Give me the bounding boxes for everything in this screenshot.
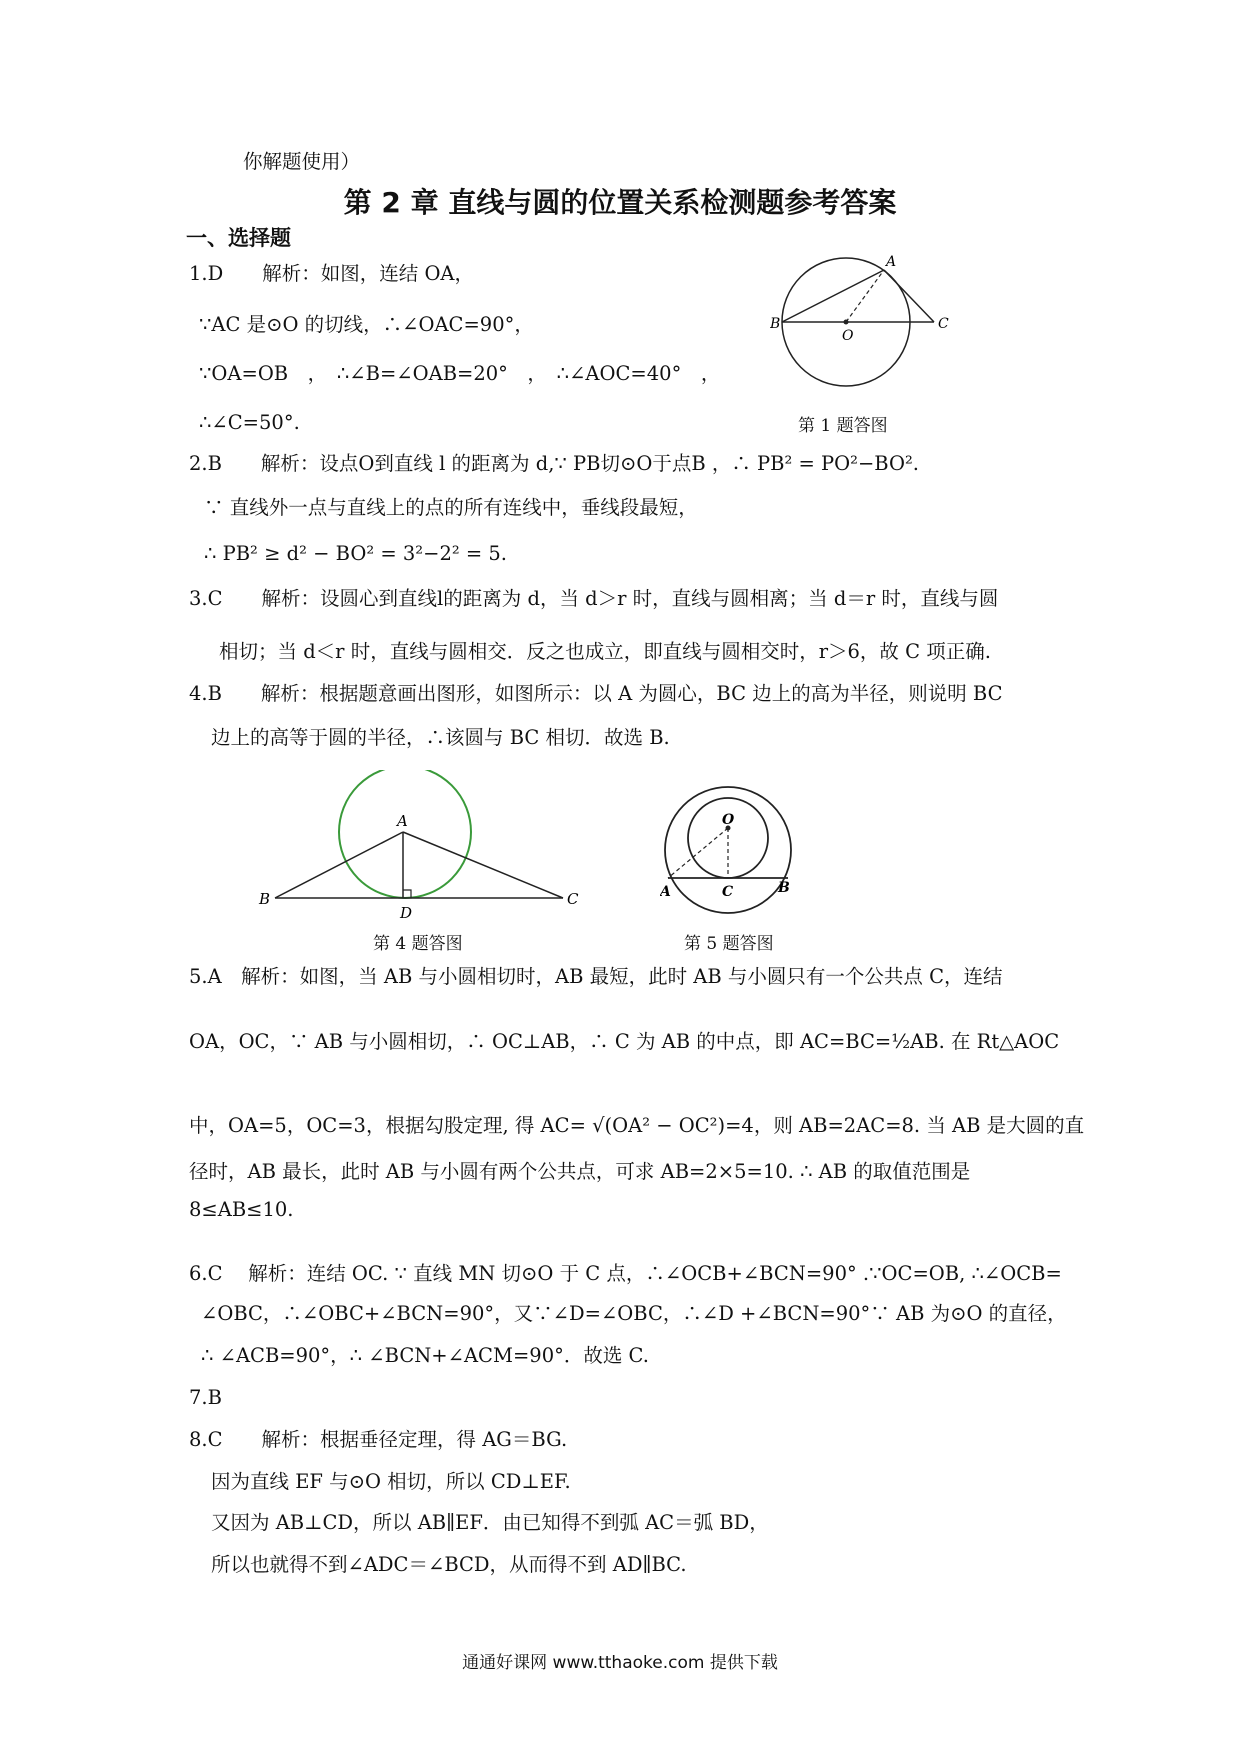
fig1-label-a: A — [886, 254, 897, 270]
caption-q1: 第 1 题答图 — [798, 416, 888, 436]
q3-line-1: 3.C 解析：设圆心到直线l的距离为 d，当 d＞r 时，直线与圆相离；当 d＝r 时，直线与圆 — [189, 587, 999, 610]
q6-line-1: 6.C 解析：连结 OC. ∵ 直线 MN 切⊙O 于 C 点，∴∠OCB+∠BCN=90° .∵OC=OB, ∴∠OCB= — [189, 1262, 1062, 1285]
fig4-label-d: D — [400, 904, 413, 920]
q8-line-4: 所以也就得不到∠ADC＝∠BCD，从而得不到 AD∥BC. — [211, 1553, 687, 1576]
section-heading: 一、选择题 — [186, 226, 291, 250]
q4-line-1: 4.B 解析：根据题意画出图形，如图所示：以 A 为圆心，BC 边上的高为半径，则说明 BC — [189, 682, 1003, 705]
fig5-label-b: B — [778, 880, 790, 896]
q6-line-3: ∴ ∠ACB=90°，∴ ∠BCN+∠ACM=90°．故选 C. — [201, 1344, 649, 1367]
q5-line-3: 中，OA=5，OC=3，根据勾股定理, 得 AC= √(OA² − OC²)=4，则 AB=2AC=8. 当 AB 是大圆的直 — [189, 1114, 1085, 1137]
caption-q4: 第 4 题答图 — [373, 934, 463, 954]
fig5-label-c: C — [722, 884, 734, 900]
footer-credit: 通通好课网 www.tthaoke.com 提供下载 — [462, 1653, 778, 1673]
figure-q1 — [770, 250, 970, 420]
q1-line-2: ∵AC 是⊙O 的切线，∴∠OAC=90°， — [199, 313, 534, 336]
fig1-label-o: O — [842, 328, 854, 344]
fig4-label-c: C — [567, 890, 579, 908]
q2-line-3: ∴ PB² ≥ d² − BO² = 3²−2² = 5. — [204, 542, 508, 565]
q8-line-2: 因为直线 EF 与⊙O 相切，所以 CD⊥EF. — [211, 1470, 571, 1493]
caption-q5: 第 5 题答图 — [684, 934, 774, 954]
q6-line-2: ∠OBC，∴∠OBC+∠BCN=90°，又∵∠D=∠OBC，∴∠D +∠BCN=90°∵ AB 为⊙O 的直径， — [201, 1302, 1067, 1325]
q1-line-4: ∴∠C=50°. — [199, 411, 300, 434]
figure-q5 — [660, 770, 800, 920]
fig1-label-c: C — [938, 316, 949, 332]
figure-q4 — [255, 770, 595, 920]
q3-line-2: 相切；当 d＜r 时，直线与圆相交．反之也成立，即直线与圆相交时，r＞6，故 C 项正确. — [219, 640, 991, 663]
page-title: 第 2 章 直线与圆的位置关系检测题参考答案 — [343, 186, 897, 219]
q1-line-1: 1.D 解析：如图，连结 OA， — [189, 262, 475, 285]
q4-line-2: 边上的高等于圆的半径，∴该圆与 BC 相切．故选 B. — [211, 726, 670, 749]
header-note: 你解题使用） — [243, 150, 361, 173]
q5-line-4: 径时，AB 最长，此时 AB 与小圆有两个公共点，可求 AB=2×5=10. ∴ AB 的取值范围是 — [189, 1160, 971, 1183]
fig4-label-b: B — [259, 890, 271, 908]
q5-line-2: OA，OC，∵ AB 与小圆相切，∴ OC⊥AB，∴ C 为 AB 的中点，即 AC=BC=½AB. 在 Rt△AOC — [189, 1030, 1060, 1053]
q7-line-1: 7.B — [189, 1386, 222, 1409]
fig5-label-o: O — [722, 812, 735, 828]
fig5-label-a: A — [660, 884, 671, 900]
q8-line-1: 8.C 解析：根据垂径定理，得 AG＝BG. — [189, 1428, 568, 1451]
fig1-label-b: B — [770, 316, 781, 332]
q2-line-1: 2.B 解析：设点O到直线 l 的距离为 d,∵ PB切⊙O于点B ，∴ PB² = PO²−BO². — [189, 452, 920, 475]
fig4-label-a: A — [397, 812, 408, 830]
q5-line-1: 5.A 解析：如图，当 AB 与小圆相切时，AB 最短，此时 AB 与小圆只有一个公共点 C，连结 — [189, 965, 1003, 988]
q8-line-3: 又因为 AB⊥CD，所以 AB∥EF．由已知得不到弧 AC＝弧 BD， — [211, 1511, 769, 1534]
q1-line-3: ∵OA=OB ， ∴∠B=∠OAB=20° ， ∴∠AOC=40° ， — [199, 362, 721, 385]
q5-line-5: 8≤AB≤10. — [189, 1198, 294, 1221]
q2-line-2: ∵ 直线外一点与直线上的点的所有连线中，垂线段最短， — [204, 496, 698, 519]
